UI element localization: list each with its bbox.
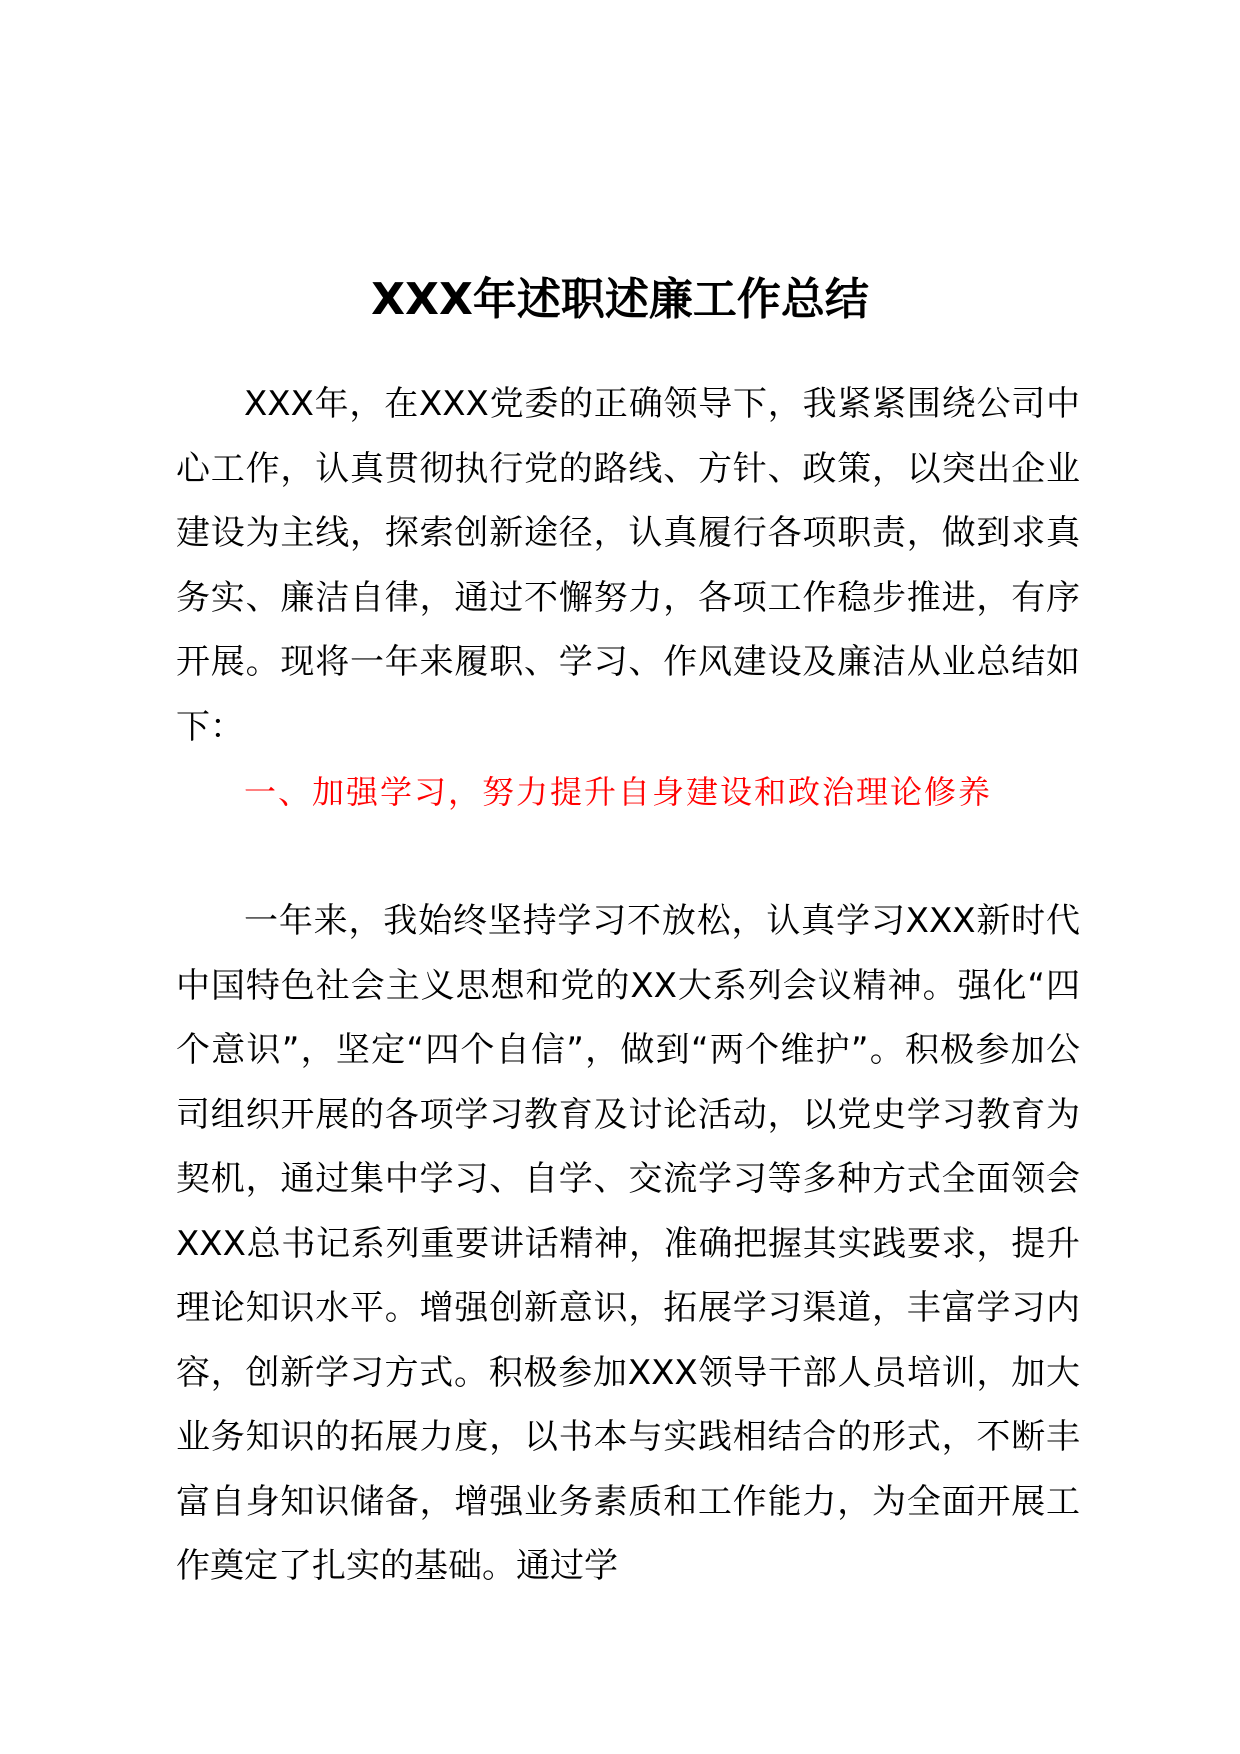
section-heading: 一、加强学习，努力提升自身建设和政治理论修养 [244, 773, 993, 811]
intro-paragraph: XXX年，在XXX党委的正确领导下，我紧紧围绕公司中心工作，认真贯彻执行党的路线、方针、政策，以突出企业建设为主线，探索创新途径，认真履行各项职责，做到求真务实、廉洁自律，通过不懈努力，各项工作稳步推进，有序开展。现将一年来履职、学习、作风建设及廉洁从业总结如下： [176, 384, 1080, 747]
section-paragraph: 一年来，我始终坚持学习不放松，认真学习XXX新时代中国特色社会主义思想和党的XX大系列会议精神。强化“四个意识”，坚定“四个自信”，做到“两个维护”。积极参加公司组织开展的各项学习教育及讨论活动，以党史学习教育为契机，通过集中学习、自学、交流学习等多种方式全面领会XXX总书记系列重要讲话精神，准确把握其实践要求，提升理论知识水平。增强创新意识，拓展学习渠道，丰富学习内容，创新学习方式。积极参加XXX领导干部人员培训，加大业务知识的拓展力度，以书本与实践相结合的形式，不断丰富自身知识储备，增强业务素质和工作能力，为全面开展工作奠定了扎实的基础。通过学 [176, 901, 1080, 1586]
document-title: XXX年述职述廉工作总结 [371, 274, 869, 325]
